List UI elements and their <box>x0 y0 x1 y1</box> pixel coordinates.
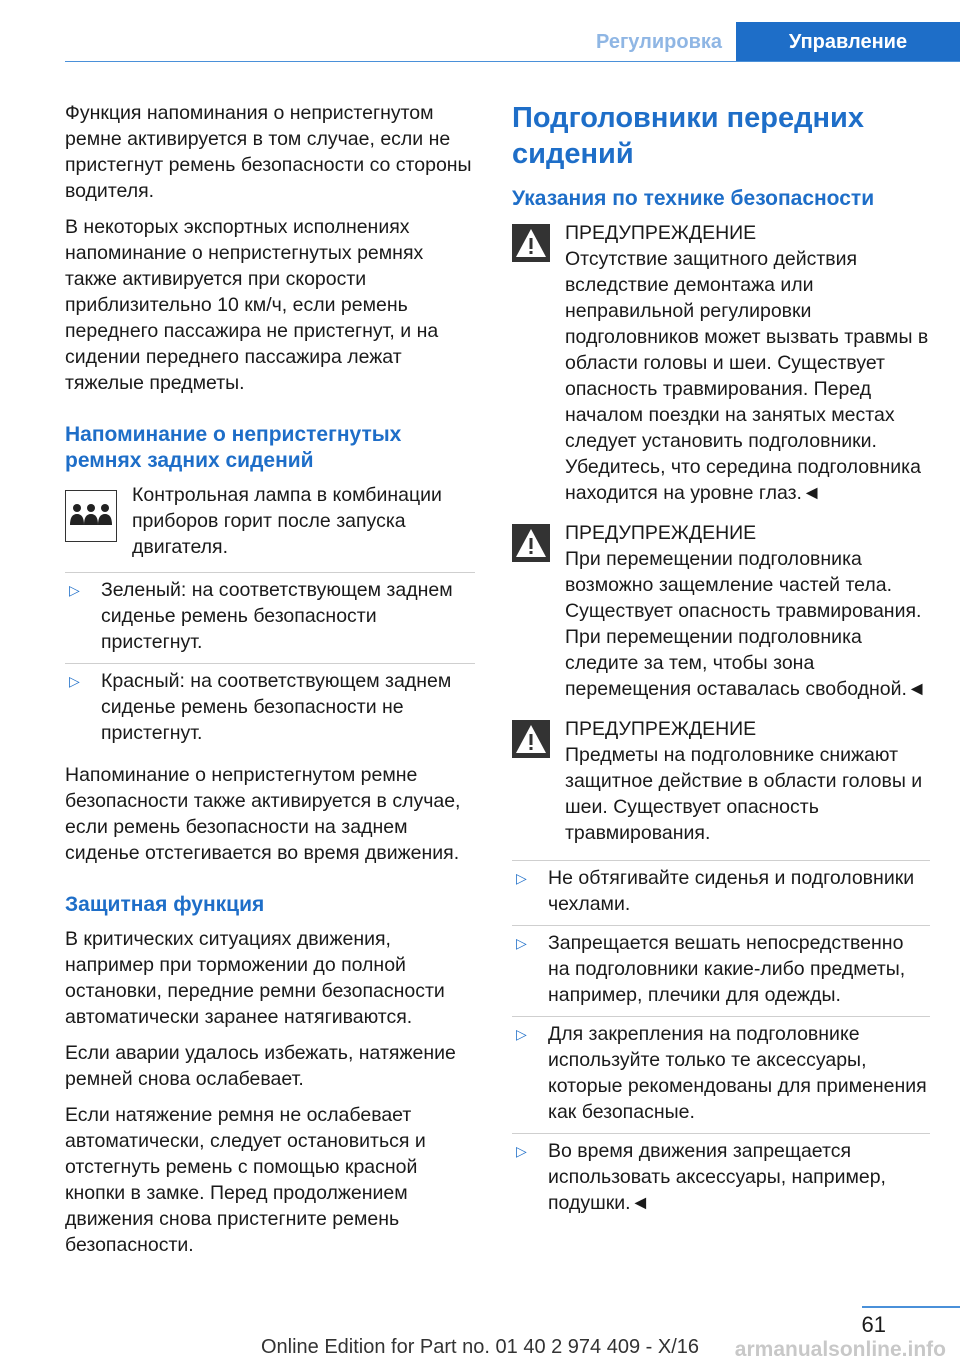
warning-block <box>512 520 930 702</box>
list-item-text: Зеленый: на соответствующем заднем сиденье ремень безопасности пристегнут. <box>101 579 453 653</box>
paragraph-reminder-driver: Функция напоминания о непристегнутом ремне активируется в том случае, если не пристегнут ремень безопасности со стороны водителя. <box>65 102 472 202</box>
warning-triangle-icon <box>512 224 550 262</box>
list-item <box>65 572 475 661</box>
left-column <box>65 100 475 1268</box>
warning-block <box>512 716 930 846</box>
watermark: armanualsonline.info <box>734 1338 946 1361</box>
lamp-text: Контрольная лампа в комбинации приборов горит после запуска двигателя. <box>132 484 442 558</box>
header-divider <box>65 61 960 62</box>
heading-rear-seatbelt-reminder: Напоминание о непристегнутых ремнях задних сидений <box>65 423 402 472</box>
warning-triangle-icon <box>512 524 550 562</box>
warning-text: Отсутствие защитного действия вследствие демонтажа или неправильной регулировки подголовников может вызвать травмы в области головы и шеи. Существует опасность травмирования. Перед началом поездки на занятых местах следует установить подголовники. Убедитесь, что середина подголовника находится на уровне глаз.◄ <box>565 248 929 504</box>
triangle-bullet-icon: ▷ <box>516 1026 527 1042</box>
warning-text: При перемещении подголовника возможно защемление частей тела. Существует опасность травмирования. При перемещении подголовника следите за тем, чтобы зона перемещения оставалась свободной.◄ <box>565 548 927 700</box>
warning-text: Предметы на подголовнике снижают защитное действие в области головы и шеи. Существует опасность травмирования. <box>565 744 923 844</box>
list-item-text: Во время движения запрещается использовать аксессуары, например, подушки.◄ <box>548 1140 886 1214</box>
triangle-bullet-icon: ▷ <box>516 1143 527 1159</box>
list-item <box>512 860 930 923</box>
list-item-text: Красный: на соответствующем заднем сиденье ремень безопасности не пристегнут. <box>101 670 452 744</box>
list-item-text: Запрещается вешать непосредственно на подголовники какие-либо предметы, например, плечики для одежды. <box>548 932 906 1006</box>
triangle-bullet-icon: ▷ <box>69 582 80 598</box>
tab-regulirovka[interactable]: Регулировка <box>595 31 722 53</box>
lamp-description <box>65 482 475 562</box>
heading-protective-function: Защитная функция <box>65 893 265 916</box>
paragraph-manual-release: Если натяжение ремня не ослабевает автоматически, следует остановиться и отстегнуть ремень с помощью красной кнопки в замке. Перед продолжением движения снова пристегните ремень безопасности. <box>65 1104 426 1256</box>
warning-triangle-icon <box>512 720 550 758</box>
list-item <box>512 925 930 1014</box>
warning-label: ПРЕДУПРЕЖДЕНИЕ <box>565 522 757 544</box>
list-item <box>512 1133 930 1222</box>
warning-label: ПРЕДУПРЕЖДЕНИЕ <box>565 222 757 244</box>
paragraph-pretension: В критических ситуациях движения, например при торможении до полной остановки, передние ремни безопасности автоматически заранее натягиваются. <box>65 928 445 1028</box>
paragraph-rear-unbuckle: Напоминание о непристегнутом ремне безопасности также активируется в случае, если ремень безопасности на заднем сиденье отстегивается во время движения. <box>65 764 461 864</box>
warning-block <box>512 220 930 506</box>
tab-upravlenie[interactable]: Управление <box>736 22 960 62</box>
footer-divider <box>862 1306 960 1308</box>
paragraph-release: Если аварии удалось избежать, натяжение ремней снова ослабевает. <box>65 1042 456 1090</box>
right-column <box>512 100 930 1232</box>
rear-lamp-color-list <box>65 572 475 752</box>
triangle-bullet-icon: ▷ <box>69 673 80 689</box>
warning-label: ПРЕДУПРЕЖДЕНИЕ <box>565 718 757 740</box>
triangle-bullet-icon: ▷ <box>516 870 527 886</box>
list-item-text: Для закрепления на подголовнике используйте только те аксессуары, которые рекомендованы для применения как безопасные. <box>548 1023 927 1123</box>
list-item-text: Не обтягивайте сиденья и подголовники чехлами. <box>548 867 915 915</box>
triangle-bullet-icon: ▷ <box>516 935 527 951</box>
seatbelt-reminder-icon <box>65 490 117 542</box>
headrest-rules-list <box>512 860 930 1222</box>
heading-safety-notes: Указания по технике безопасности <box>512 187 875 210</box>
list-item <box>65 663 475 752</box>
paragraph-reminder-export: В некоторых экспортных исполнениях напоминание о непристегнутых ремнях также активируется при скорости приблизительно 10 км/ч, если ремень переднего пассажира не пристегнут, и на сидении переднего пассажира лежат тяжелые предметы. <box>65 216 439 394</box>
page-number: 61 <box>861 1312 886 1337</box>
list-item <box>512 1016 930 1131</box>
edition-line: Online Edition for Part no. 01 40 2 974 409 - X/16 <box>260 1336 700 1358</box>
heading-front-headrests: Подголовники передних сидений <box>512 102 864 170</box>
